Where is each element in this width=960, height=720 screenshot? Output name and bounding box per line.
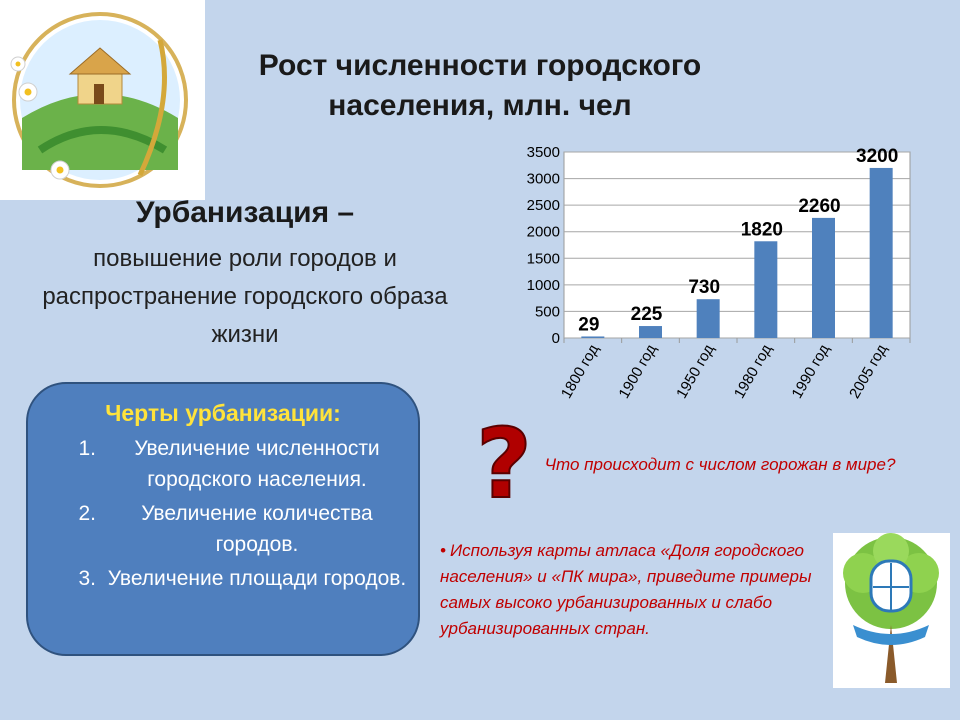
definition-heading: Урбанизация – [135, 196, 355, 229]
bar [639, 326, 662, 338]
y-tick-label: 1500 [526, 250, 560, 268]
list-number: 3. [78, 567, 96, 590]
y-tick-label: 3500 [526, 144, 560, 161]
list-item [28, 433, 408, 495]
tree-window-icon [833, 533, 950, 688]
y-tick-label: 1000 [526, 276, 560, 294]
data-label: 29 [578, 314, 600, 336]
x-tick-label: 1800 год [557, 341, 603, 402]
bar [754, 241, 777, 338]
task-body: Используя карты атласа «Доля городского населения» и «ПК мира», приведите примеры самых высоко урбанизированных и слабо урбанизированных стран. [440, 541, 812, 638]
data-label: 730 [688, 277, 721, 299]
y-tick-label: 0 [551, 330, 560, 347]
x-tick-label: 1990 год [788, 341, 833, 402]
question-text: Что происходит с числом горожан в мире? [544, 455, 896, 474]
village-emblem-icon [0, 0, 205, 200]
svg-text:?: ? [476, 413, 532, 505]
list-item [28, 498, 408, 560]
x-tick-label: 1950 год [673, 341, 718, 402]
data-label: 2260 [798, 195, 841, 217]
bar [812, 218, 835, 338]
chart-title: Рост численности городского населения, млн. чел [258, 49, 702, 122]
village-logo [0, 0, 205, 200]
task-text [440, 538, 820, 642]
bullet-icon: • [440, 541, 446, 560]
plot-area [564, 152, 910, 338]
list-number: 1. [78, 437, 96, 460]
list-number: 2. [78, 502, 96, 525]
y-tick-label: 2500 [526, 197, 560, 215]
data-label: 3200 [856, 145, 899, 167]
x-tick-label: 1900 год [615, 341, 660, 402]
x-tick-label: 1980 год [730, 341, 776, 402]
features-title: Черты урбанизации: [105, 400, 341, 426]
list-item [28, 563, 408, 594]
data-label: 1820 [740, 219, 783, 241]
tree-window-picture [833, 533, 950, 688]
definition-text: повышение роли городов и распространение городского образа жизни [42, 245, 448, 348]
y-tick-label: 500 [534, 303, 560, 321]
bar [581, 336, 604, 338]
list-text: Увеличение количества городов. [141, 502, 373, 556]
features-list [28, 433, 418, 594]
list-text: Увеличение численности городского населения. [134, 437, 380, 491]
urbanization-features-box [26, 382, 420, 656]
question-mark-icon [476, 413, 532, 505]
y-tick-label: 2000 [526, 223, 560, 241]
x-tick-label: 2005 год [846, 341, 891, 402]
list-text: Увеличение площади городов. [107, 567, 407, 590]
y-tick-label: 3000 [526, 170, 560, 188]
population-bar-chart [500, 140, 920, 440]
bar [870, 168, 893, 338]
data-label: 225 [630, 304, 663, 326]
bar [697, 299, 720, 338]
